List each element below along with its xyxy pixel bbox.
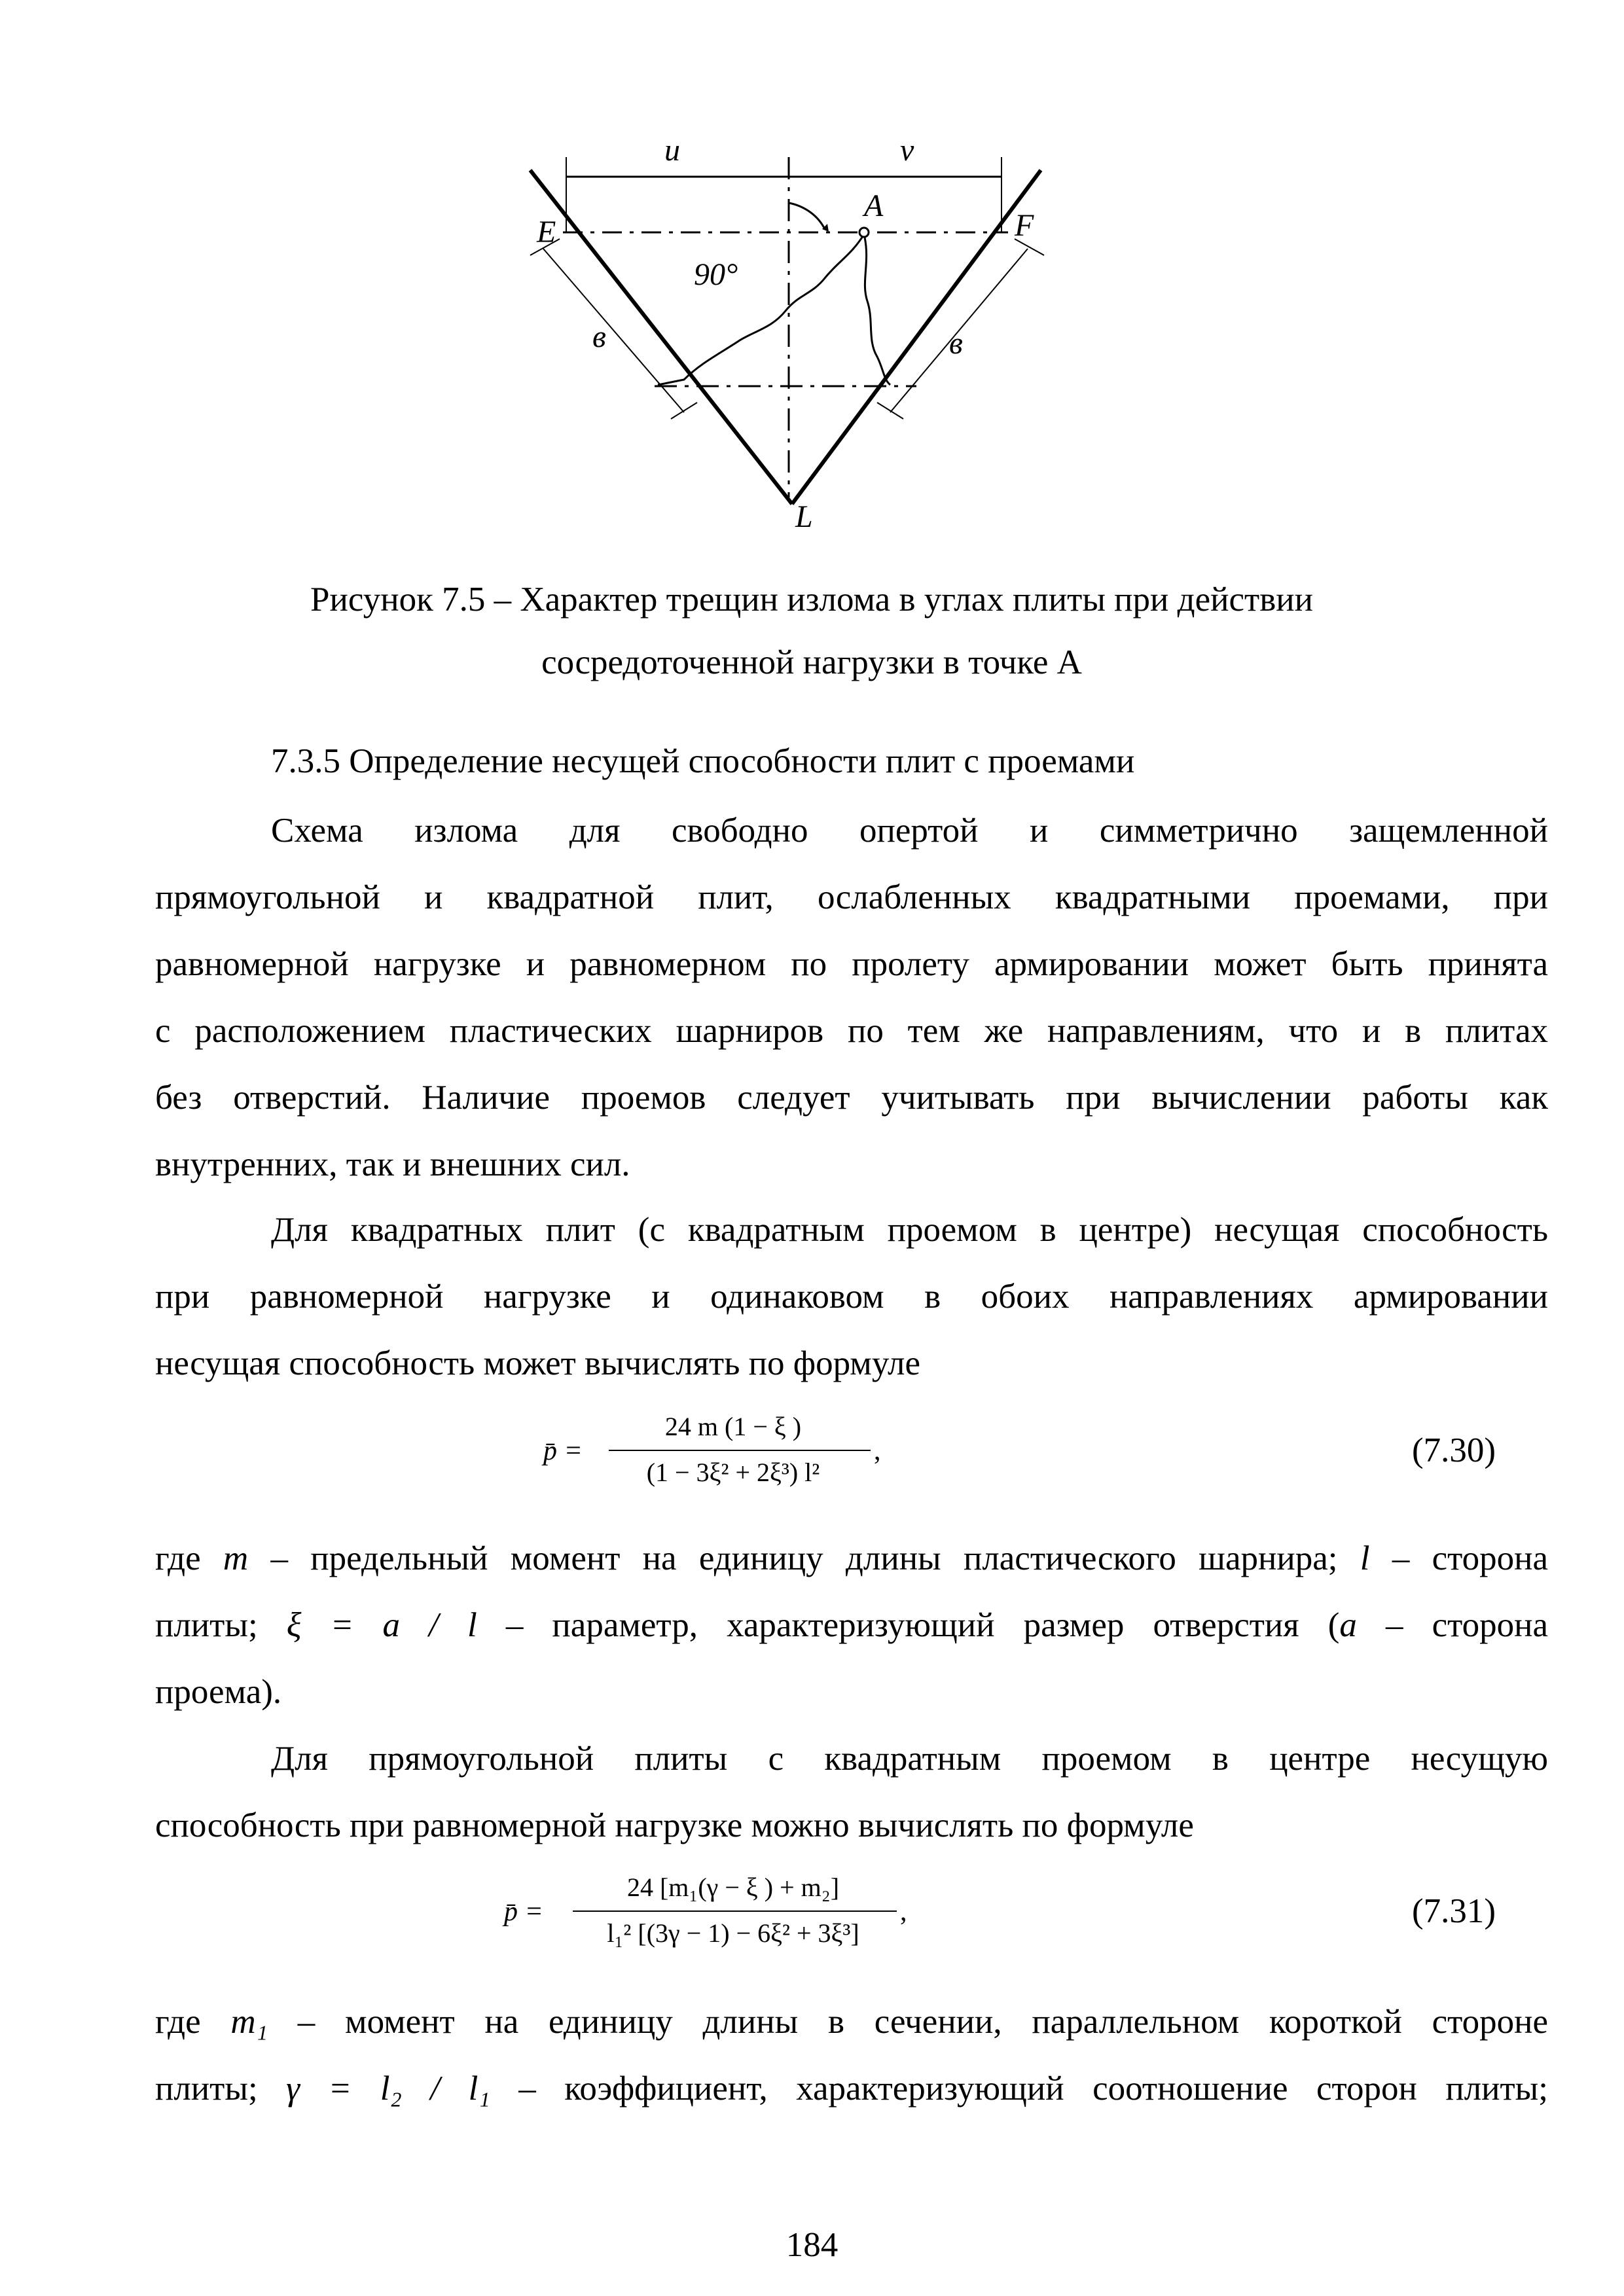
formula-7-30-numerator: 24 m (1 − ξ ) <box>664 1412 802 1441</box>
caption-line-2: сосредоточенной нагрузки в точке А <box>541 643 1082 681</box>
label-b-left: в <box>592 319 606 354</box>
paragraph-3-line-2 <box>155 1592 1548 1659</box>
formula-7-31-denominator: l₁² [(3γ − 1) − 6ξ² + 3ξ³] <box>607 1918 859 1948</box>
equation-number-7-31: (7.31) <box>1412 1892 1496 1930</box>
formula-7-30-lhs: p̄ = <box>543 1436 583 1466</box>
symbol-m1: m₁ <box>230 2003 268 2041</box>
text-definition-m1: – момент на единицу длины в сечении, параллельном короткой стороне <box>297 2003 1548 2041</box>
crack-right <box>864 234 890 385</box>
figure-caption <box>196 568 1427 694</box>
symbol-gamma: γ = l₂ / l₁ <box>286 2070 490 2108</box>
label-L: L <box>795 499 813 534</box>
formula-7-31-tail: , <box>900 1897 907 1927</box>
formula-7-31-lhs: p̄ = <box>504 1897 543 1927</box>
dimension-b-right-tick2 <box>877 403 903 419</box>
text-where: где <box>155 2003 201 2041</box>
paragraph-1-line: равномерной нагрузке и равномерном по пролету армировании может быть принята <box>155 945 1548 983</box>
paragraph-5-line-1 <box>155 1988 1548 2055</box>
paragraph-1-line: с расположением пластических шарниров по тем же направлениям, что и в плитах <box>155 1012 1548 1050</box>
paragraph-2-line: несущая способность может вычислять по формуле <box>155 1344 920 1382</box>
paragraph-5 <box>155 1988 1548 2122</box>
page-number: 184 <box>785 2226 839 2264</box>
label-v: v <box>900 133 914 168</box>
symbol-a: a <box>1339 1606 1357 1644</box>
text-coefficient: – коэффициент, характеризующий соотношение сторон плиты; <box>518 2070 1548 2108</box>
figure-crack-pattern <box>497 131 1074 550</box>
formula-7-30-denominator: (1 − 3ξ² + 2ξ³) l² <box>646 1458 820 1487</box>
paragraph-2 <box>155 1196 1548 1397</box>
paragraph-3-line-1 <box>155 1525 1548 1592</box>
text-plate: плиты; <box>155 1606 258 1644</box>
dimension-b-left-tick2 <box>671 403 697 419</box>
paragraph-1-line: внутренних, так и внешних сил. <box>155 1145 630 1183</box>
text-parameter: – параметр, характеризующий размер отверстия ( <box>505 1606 1340 1644</box>
formula-7-30-tail: , <box>874 1436 881 1466</box>
paragraph-1-line: прямоугольной и квадратной плит, ослабленных квадратными проемами, при <box>155 878 1548 916</box>
paragraph-3 <box>155 1525 1548 1725</box>
formula-7-31 <box>497 1860 929 1958</box>
paragraph-1-line: Схема излома для свободно опертой и симметрично защемленной <box>271 812 1548 850</box>
symbol-xi: ξ = a / l <box>286 1606 477 1644</box>
crack-diagram <box>497 131 1074 550</box>
paragraph-4 <box>155 1725 1548 1859</box>
paragraph-2-line: при равномерной нагрузке и одинаковом в обоих направлениях армировании <box>155 1278 1548 1316</box>
formula-7-30 <box>537 1399 903 1498</box>
paragraph-2-line: Для квадратных плит (с квадратным проемом в центре) несущая способность <box>271 1211 1548 1249</box>
text-where: где <box>155 1539 201 1577</box>
label-A: A <box>864 188 884 223</box>
label-angle: 90° <box>694 257 738 292</box>
paragraph-1 <box>155 797 1548 1198</box>
text-side: – сторона <box>1392 1539 1548 1577</box>
paragraph-1-line: без отверстий. Наличие проемов следует учитывать при вычислении работы как <box>155 1079 1548 1117</box>
crack-left <box>658 234 864 385</box>
section-heading: 7.3.5 Определение несущей способности плит с проемами <box>271 742 1135 780</box>
formula-7-31-numerator: 24 [m₁(γ − ξ ) + m₂] <box>626 1873 840 1902</box>
dimension-b-left <box>543 249 684 412</box>
label-E: E <box>537 215 556 249</box>
text-side-2: – сторона <box>1386 1606 1548 1644</box>
plate-edge-right <box>792 170 1041 504</box>
paragraph-4-line: способность при равномерной нагрузке можно вычислять по формуле <box>155 1806 1194 1844</box>
equation-number-7-30: (7.30) <box>1412 1431 1496 1469</box>
text-definition-m: – предельный момент на единицу длины пластического шарнира; <box>270 1539 1338 1577</box>
label-b-right: в <box>949 326 963 361</box>
paragraph-5-line-2 <box>155 2055 1548 2122</box>
text-plate: плиты; <box>155 2070 258 2108</box>
angle-arc <box>789 203 825 229</box>
symbol-m: m <box>223 1539 249 1577</box>
paragraph-3-line-3: проема). <box>155 1673 282 1711</box>
symbol-l: l <box>1360 1539 1370 1577</box>
label-u: u <box>664 133 680 168</box>
paragraph-4-line: Для прямоугольной плиты с квадратным проемом в центре несущую <box>271 1740 1548 1778</box>
label-F: F <box>1015 208 1034 243</box>
plate-edge-left <box>530 170 792 504</box>
caption-line-1: Рисунок 7.5 – Характер трещин излома в углах плиты при действии <box>310 581 1313 619</box>
point-A <box>859 228 869 237</box>
